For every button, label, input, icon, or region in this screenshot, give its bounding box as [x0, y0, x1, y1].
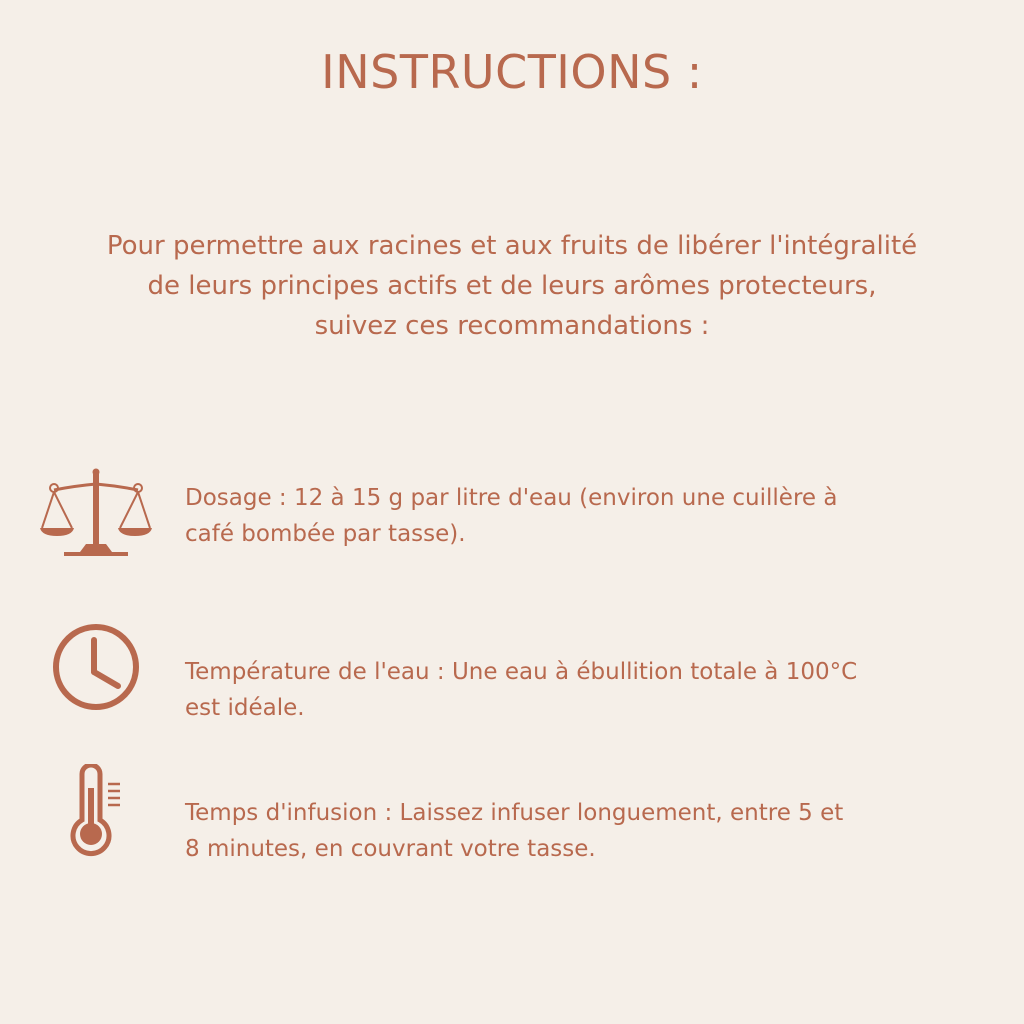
- thermometer-icon: [68, 764, 124, 858]
- intro-line: suivez ces recommandations :: [314, 311, 710, 341]
- instruction-line: Température de l'eau : Une eau à ébullition totale à 100°C: [185, 659, 858, 685]
- instruction-temperature: [0, 620, 1024, 730]
- instruction-line: est idéale.: [185, 695, 305, 721]
- instruction-text: [185, 795, 843, 867]
- instruction-line: café bombée par tasse).: [185, 521, 466, 547]
- instruction-line: 8 minutes, en couvrant votre tasse.: [185, 836, 596, 862]
- instruction-infusion-time: [0, 762, 1024, 872]
- instruction-dosage: [0, 460, 1024, 560]
- instruction-text: [185, 480, 837, 552]
- intro-line: Pour permettre aux racines et aux fruits de libérer l'intégralité: [106, 231, 918, 261]
- instruction-line: Temps d'infusion : Laissez infuser longuement, entre 5 et: [185, 800, 844, 826]
- instruction-text: [185, 654, 857, 726]
- scale-icon: [38, 464, 154, 556]
- clock-icon: [51, 622, 141, 712]
- instruction-line: Dosage : 12 à 15 g par litre d'eau (environ une cuillère à: [185, 485, 838, 511]
- page-title: INSTRUCTIONS :: [321, 45, 703, 99]
- intro-text: [0, 226, 1024, 346]
- intro-line: de leurs principes actifs et de leurs arômes protecteurs,: [147, 271, 877, 301]
